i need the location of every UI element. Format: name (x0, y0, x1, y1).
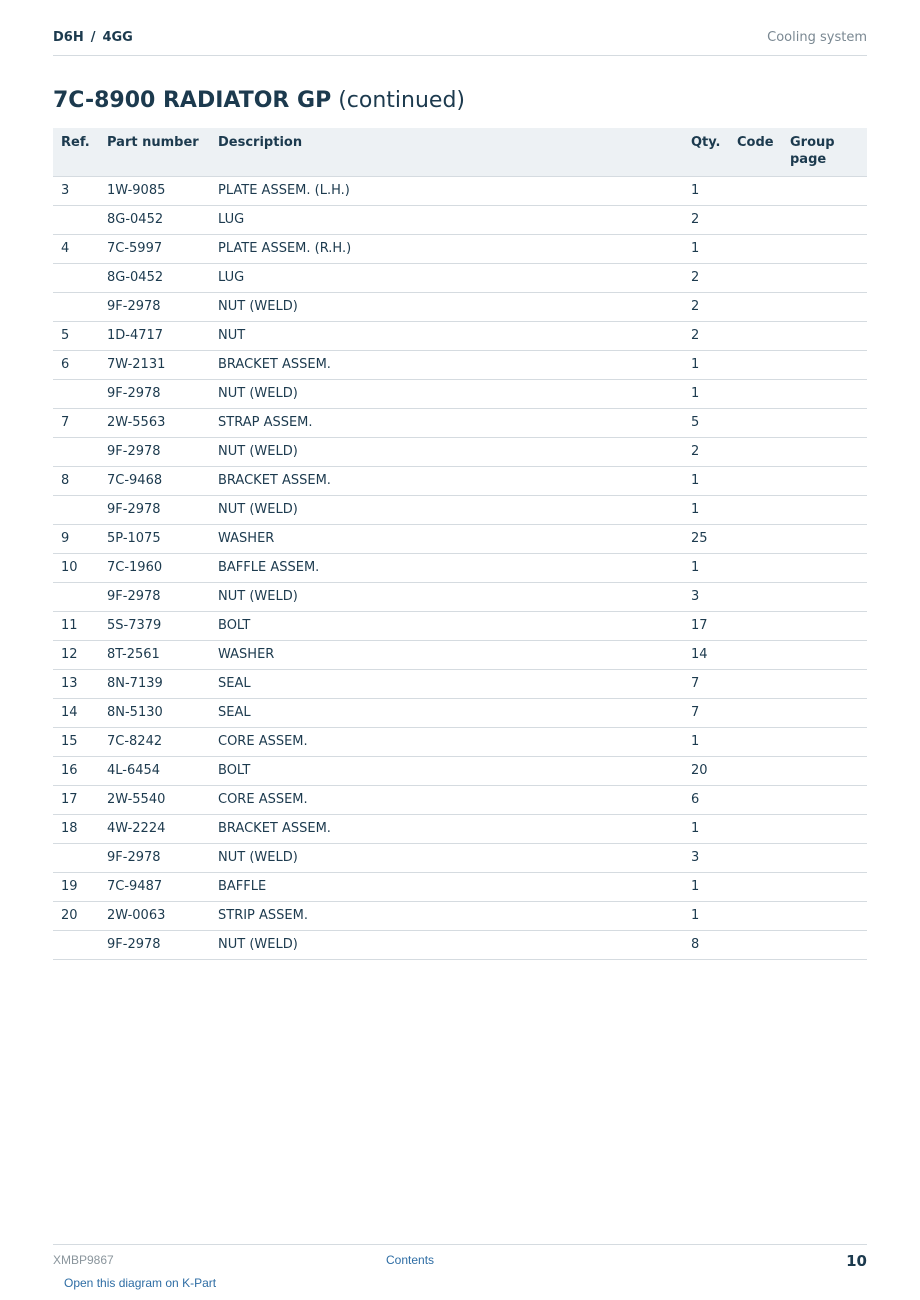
cell-ref: 3 (53, 176, 99, 205)
cell-ref: 11 (53, 611, 99, 640)
footer-divider (53, 1244, 867, 1245)
cell-code (729, 930, 782, 959)
table-row (53, 176, 867, 205)
column-header-qty: Qty. (683, 128, 729, 176)
cell-part-number: 5P-1075 (99, 524, 210, 553)
table-row (53, 872, 867, 901)
page-number: 10 (846, 1252, 867, 1270)
cell-part-number: 7C-8242 (99, 727, 210, 756)
cell-code (729, 756, 782, 785)
cell-qty: 1 (683, 379, 729, 408)
cell-part-number: 9F-2978 (99, 582, 210, 611)
cell-group-page (782, 901, 867, 930)
table-row (53, 379, 867, 408)
cell-ref (53, 263, 99, 292)
cell-code (729, 582, 782, 611)
cell-description: WASHER (210, 640, 683, 669)
cell-ref (53, 437, 99, 466)
cell-qty: 1 (683, 872, 729, 901)
table-row (53, 321, 867, 350)
cell-code (729, 437, 782, 466)
cell-group-page (782, 727, 867, 756)
table-row (53, 524, 867, 553)
cell-description: NUT (WELD) (210, 292, 683, 321)
cell-part-number: 9F-2978 (99, 292, 210, 321)
cell-part-number: 7W-2131 (99, 350, 210, 379)
cell-qty: 7 (683, 669, 729, 698)
cell-qty: 3 (683, 843, 729, 872)
cell-code (729, 553, 782, 582)
cell-qty: 2 (683, 321, 729, 350)
cell-description: BAFFLE (210, 872, 683, 901)
cell-group-page (782, 872, 867, 901)
cell-group-page (782, 611, 867, 640)
cell-group-page (782, 582, 867, 611)
cell-ref: 15 (53, 727, 99, 756)
cell-part-number: 7C-9487 (99, 872, 210, 901)
cell-code (729, 466, 782, 495)
cell-description: BRACKET ASSEM. (210, 350, 683, 379)
table-row (53, 553, 867, 582)
cell-qty: 8 (683, 930, 729, 959)
cell-description: NUT (210, 321, 683, 350)
cell-code (729, 176, 782, 205)
cell-group-page (782, 350, 867, 379)
cell-qty: 2 (683, 205, 729, 234)
column-header-part-number: Part number (99, 128, 210, 176)
cell-part-number: 8N-7139 (99, 669, 210, 698)
cell-description: BAFFLE ASSEM. (210, 553, 683, 582)
cell-ref: 18 (53, 814, 99, 843)
table-row (53, 292, 867, 321)
table-row (53, 698, 867, 727)
cell-code (729, 408, 782, 437)
group-title: 7C-8900 RADIATOR GP (53, 88, 332, 113)
cell-code (729, 205, 782, 234)
cell-code (729, 640, 782, 669)
cell-group-page (782, 205, 867, 234)
cell-group-page (782, 669, 867, 698)
cell-qty: 7 (683, 698, 729, 727)
cell-code (729, 785, 782, 814)
title-suffix: (continued) (338, 88, 465, 113)
cell-description: CORE ASSEM. (210, 785, 683, 814)
cell-ref: 6 (53, 350, 99, 379)
cell-ref (53, 205, 99, 234)
table-header-row (53, 128, 867, 176)
table-row (53, 640, 867, 669)
cell-ref: 12 (53, 640, 99, 669)
cell-code (729, 901, 782, 930)
cell-description: PLATE ASSEM. (L.H.) (210, 176, 683, 205)
table-row (53, 669, 867, 698)
cell-ref (53, 292, 99, 321)
cell-group-page (782, 176, 867, 205)
cell-qty: 1 (683, 553, 729, 582)
cell-part-number: 9F-2978 (99, 843, 210, 872)
cell-description: BOLT (210, 611, 683, 640)
table-row (53, 756, 867, 785)
cell-part-number: 8N-5130 (99, 698, 210, 727)
cell-code (729, 350, 782, 379)
cell-group-page (782, 785, 867, 814)
cell-part-number: 2W-0063 (99, 901, 210, 930)
cell-ref: 4 (53, 234, 99, 263)
cell-part-number: 2W-5540 (99, 785, 210, 814)
cell-ref: 13 (53, 669, 99, 698)
cell-ref (53, 582, 99, 611)
table-row (53, 814, 867, 843)
cell-part-number: 1W-9085 (99, 176, 210, 205)
table-row (53, 205, 867, 234)
cell-part-number: 9F-2978 (99, 495, 210, 524)
cell-description: BOLT (210, 756, 683, 785)
cell-description: NUT (WELD) (210, 582, 683, 611)
cell-group-page (782, 930, 867, 959)
cell-ref (53, 843, 99, 872)
cell-part-number: 7C-9468 (99, 466, 210, 495)
breadcrumb-model: D6H (53, 30, 84, 45)
table-row (53, 234, 867, 263)
table-row (53, 466, 867, 495)
cell-ref: 14 (53, 698, 99, 727)
cell-code (729, 611, 782, 640)
cell-group-page (782, 640, 867, 669)
cell-description: LUG (210, 263, 683, 292)
cell-part-number: 2W-5563 (99, 408, 210, 437)
table-row (53, 495, 867, 524)
cell-part-number: 4W-2224 (99, 814, 210, 843)
parts-table-body (53, 176, 867, 959)
cell-code (729, 379, 782, 408)
cell-qty: 1 (683, 495, 729, 524)
cell-description: NUT (WELD) (210, 379, 683, 408)
cell-description: WASHER (210, 524, 683, 553)
cell-code (729, 669, 782, 698)
cell-part-number: 9F-2978 (99, 930, 210, 959)
cell-code (729, 263, 782, 292)
page-title (53, 88, 465, 113)
cell-code (729, 234, 782, 263)
cell-qty: 1 (683, 234, 729, 263)
cell-code (729, 524, 782, 553)
cell-group-page (782, 408, 867, 437)
cell-description: PLATE ASSEM. (R.H.) (210, 234, 683, 263)
breadcrumb-separator: / (90, 30, 96, 45)
table-row (53, 263, 867, 292)
cell-group-page (782, 495, 867, 524)
cell-qty: 2 (683, 263, 729, 292)
cell-group-page (782, 321, 867, 350)
cell-group-page (782, 379, 867, 408)
table-row (53, 437, 867, 466)
cell-ref: 10 (53, 553, 99, 582)
cell-code (729, 321, 782, 350)
parts-table (53, 128, 867, 960)
cell-part-number: 9F-2978 (99, 379, 210, 408)
cell-qty: 1 (683, 901, 729, 930)
cell-part-number: 9F-2978 (99, 437, 210, 466)
cell-group-page (782, 263, 867, 292)
table-row (53, 350, 867, 379)
cell-qty: 1 (683, 466, 729, 495)
cell-qty: 14 (683, 640, 729, 669)
cell-group-page (782, 553, 867, 582)
cell-description: BRACKET ASSEM. (210, 814, 683, 843)
cell-description: BRACKET ASSEM. (210, 466, 683, 495)
cell-group-page (782, 814, 867, 843)
column-header-code: Code (729, 128, 782, 176)
cell-description: NUT (WELD) (210, 495, 683, 524)
cell-ref: 9 (53, 524, 99, 553)
cell-description: STRIP ASSEM. (210, 901, 683, 930)
cell-group-page (782, 756, 867, 785)
cell-qty: 2 (683, 437, 729, 466)
cell-part-number: 7C-1960 (99, 553, 210, 582)
cell-qty: 1 (683, 814, 729, 843)
cell-description: NUT (WELD) (210, 437, 683, 466)
table-row (53, 785, 867, 814)
contents-link[interactable]: Contents (386, 1253, 435, 1267)
cell-ref (53, 379, 99, 408)
breadcrumb (53, 30, 133, 45)
cell-part-number: 7C-5997 (99, 234, 210, 263)
table-row (53, 582, 867, 611)
cell-description: SEAL (210, 669, 683, 698)
table-row (53, 611, 867, 640)
cell-qty: 1 (683, 350, 729, 379)
cell-ref (53, 930, 99, 959)
section-name: Cooling system (767, 30, 867, 45)
cell-group-page (782, 234, 867, 263)
cell-part-number: 8G-0452 (99, 205, 210, 234)
table-row (53, 930, 867, 959)
cell-description: LUG (210, 205, 683, 234)
cell-group-page (782, 466, 867, 495)
cell-description: SEAL (210, 698, 683, 727)
cell-part-number: 4L-6454 (99, 756, 210, 785)
table-row (53, 727, 867, 756)
column-header-description: Description (210, 128, 683, 176)
cell-part-number: 8T-2561 (99, 640, 210, 669)
table-row (53, 408, 867, 437)
cell-part-number: 8G-0452 (99, 263, 210, 292)
cell-qty: 2 (683, 292, 729, 321)
cell-qty: 25 (683, 524, 729, 553)
cell-ref: 7 (53, 408, 99, 437)
cell-ref: 20 (53, 901, 99, 930)
cell-part-number: 1D-4717 (99, 321, 210, 350)
cell-qty: 1 (683, 176, 729, 205)
cell-group-page (782, 524, 867, 553)
column-header-group-page: Group page (782, 128, 867, 176)
breadcrumb-variant: 4GG (102, 30, 133, 45)
cell-code (729, 495, 782, 524)
cell-qty: 5 (683, 408, 729, 437)
cell-ref: 17 (53, 785, 99, 814)
cell-description: STRAP ASSEM. (210, 408, 683, 437)
cell-qty: 3 (683, 582, 729, 611)
cell-qty: 20 (683, 756, 729, 785)
cell-code (729, 843, 782, 872)
cell-ref: 16 (53, 756, 99, 785)
document-id: XMBP9867 (53, 1253, 114, 1267)
cell-part-number: 5S-7379 (99, 611, 210, 640)
cell-group-page (782, 437, 867, 466)
cell-ref: 19 (53, 872, 99, 901)
cell-code (729, 292, 782, 321)
cell-qty: 1 (683, 727, 729, 756)
table-row (53, 843, 867, 872)
cell-qty: 6 (683, 785, 729, 814)
cell-ref: 8 (53, 466, 99, 495)
cell-ref: 5 (53, 321, 99, 350)
cell-description: CORE ASSEM. (210, 727, 683, 756)
column-header-ref: Ref. (53, 128, 99, 176)
page-header (53, 28, 867, 56)
cell-group-page (782, 698, 867, 727)
cell-group-page (782, 292, 867, 321)
open-in-kpart-link[interactable]: Open this diagram on K-Part (64, 1276, 217, 1290)
table-row (53, 901, 867, 930)
cell-group-page (782, 843, 867, 872)
cell-description: NUT (WELD) (210, 930, 683, 959)
cell-code (729, 872, 782, 901)
cell-code (729, 698, 782, 727)
cell-code (729, 727, 782, 756)
cell-ref (53, 495, 99, 524)
cell-code (729, 814, 782, 843)
cell-description: NUT (WELD) (210, 843, 683, 872)
cell-qty: 17 (683, 611, 729, 640)
